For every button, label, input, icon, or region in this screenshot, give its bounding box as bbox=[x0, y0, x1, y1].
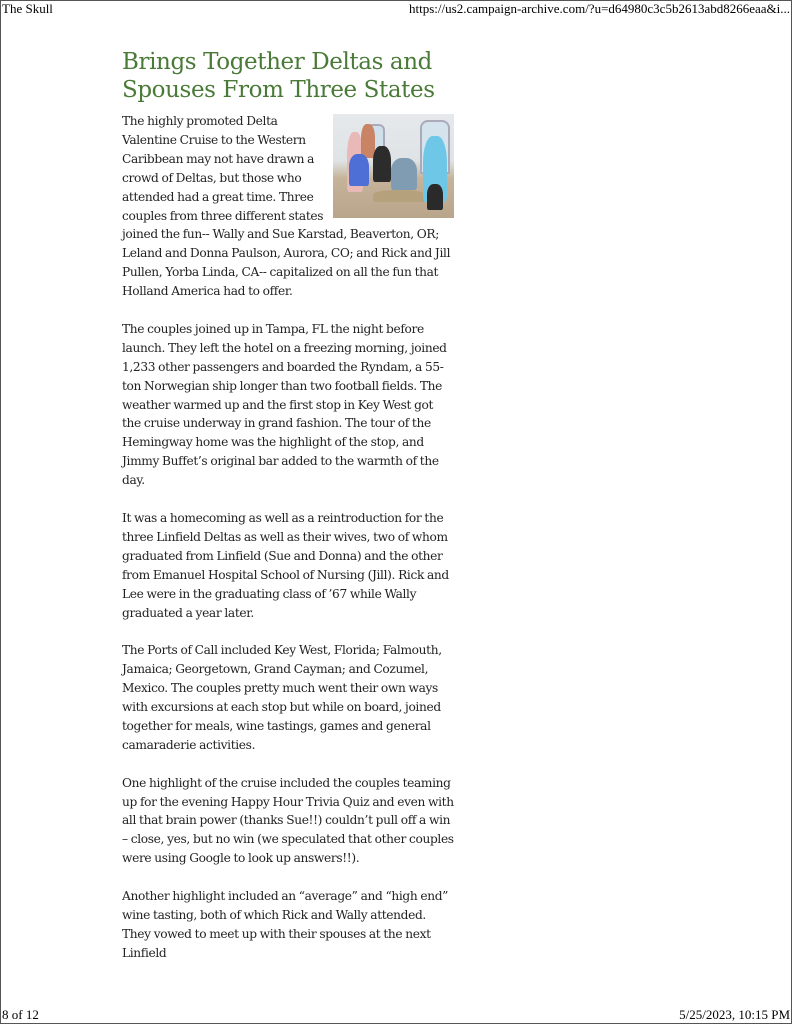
article bbox=[122, 48, 454, 982]
paragraph-text: The highly promoted Delta Valentine Cruise to the Western Caribbean may not have drawn a crowd of Deltas, but those who attended had a great time. Three couples from three different states joined the fun-- Wally and Sue Karstad, Beaverton, OR; Leland and Donna Paulson, Aurora, CO; and Rick and Jill Pullen, Yorba Linda, CA-- capitalized on all the fun that Holland America had to offer. bbox=[122, 114, 451, 299]
article-paragraph: The couples joined up in Tampa, FL the night before launch. They left the hotel on a freezing morning, joined 1,233 other passengers and boarded the Ryndam, a 55-ton Norwegian ship longer than two football fields. The weather warmed up and the first stop in Key West got the cruise underway in grand fashion. The tour of the Hemingway home was the highlight of the stop, and Jimmy Buffet’s original bar added to the warmth of the day. bbox=[122, 321, 447, 488]
article-title: Brings Together Deltas and Spouses From Three States bbox=[122, 49, 435, 103]
person-figure bbox=[373, 146, 391, 182]
article-paragraph: It was a homecoming as well as a reintroduction for the three Linfield Deltas as well as their wives, two of whom graduated from Linfield (Sue and Donna) and the other from Emanuel Hospital School of Nursing (Jill). Rick and Lee were in the graduating class of ’67 while Wally graduated a year later. bbox=[122, 511, 449, 620]
person-figure bbox=[391, 158, 417, 190]
print-header-url: https://us2.campaign-archive.com/?u=d64980c3c5b2613abd8266eaa&i... bbox=[409, 1, 790, 16]
print-footer-timestamp: 5/25/2023, 10:15 PM bbox=[679, 1007, 790, 1022]
print-header-title: The Skull bbox=[2, 1, 53, 16]
print-footer-page-number: 8 of 12 bbox=[2, 1007, 39, 1022]
article-paragraph bbox=[122, 112, 454, 301]
group-photo-icon bbox=[333, 114, 454, 218]
article-paragraph: The Ports of Call included Key West, Florida; Falmouth, Jamaica; Georgetown, Grand Cayman; and Cozumel, Mexico. The couples pretty much went their own ways with excursions at each stop but while on board, joined together for meals, wine tastings, games and general camaraderie activities. bbox=[122, 643, 442, 752]
person-figure bbox=[427, 184, 443, 210]
article-paragraph: One highlight of the cruise included the couples teaming up for the evening Happy Hour Trivia Quiz and even with all that brain power (thanks Sue!!) couldn’t pull off a win – close, yes, but no win (we speculated that other couples were using Google to look up answers!!). bbox=[122, 775, 454, 866]
article-paragraph: Another highlight included an “average” and “high end” wine tasting, both of which Rick and Wally attended. They vowed to meet up with their spouses at the next Linfield bbox=[122, 889, 449, 960]
person-figure bbox=[373, 190, 425, 202]
person-figure bbox=[349, 154, 369, 186]
